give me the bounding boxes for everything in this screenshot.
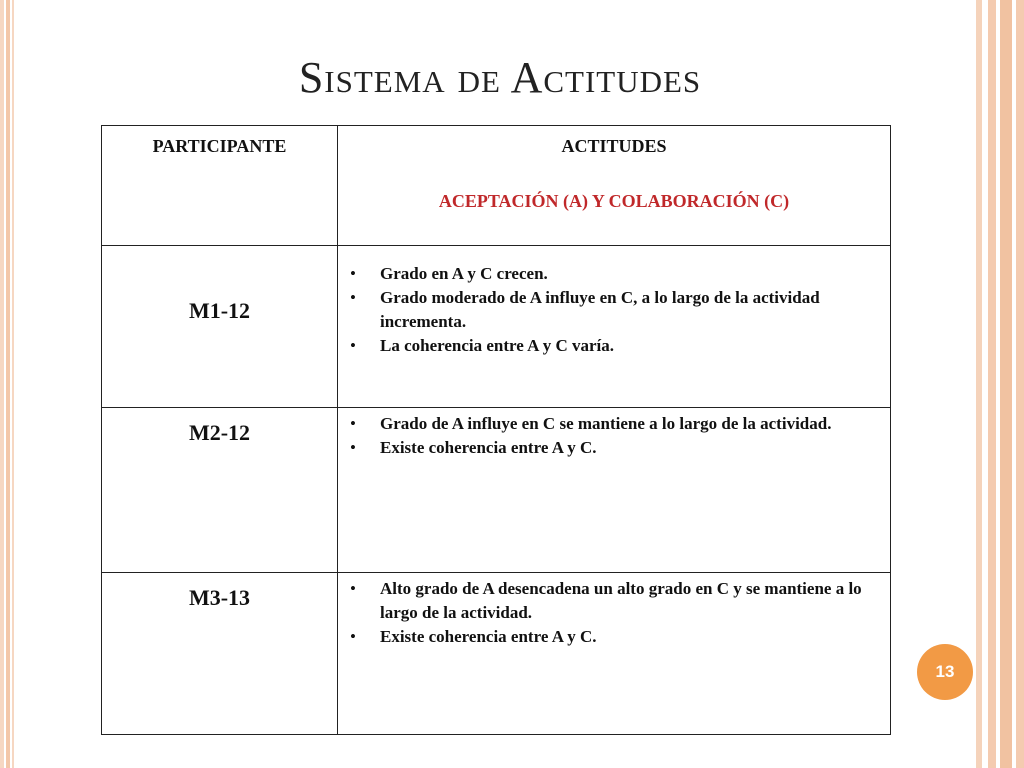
bullet-list bbox=[346, 262, 878, 358]
participant-id: M1-12 bbox=[188, 298, 251, 323]
attitudes-cell bbox=[338, 246, 891, 408]
page-number-badge bbox=[917, 644, 973, 700]
list-item: • Grado de A influye en C se mantiene a lo largo de la actividad. bbox=[380, 412, 878, 436]
bullet-list bbox=[346, 412, 878, 460]
participant-cell bbox=[102, 408, 338, 573]
left-decorative-border bbox=[0, 0, 14, 768]
table-row bbox=[102, 573, 891, 735]
list-item: • Existe coherencia entre A y C. bbox=[380, 436, 878, 460]
table-row bbox=[102, 246, 891, 408]
table-header-row bbox=[102, 126, 891, 246]
participant-column-header bbox=[102, 126, 338, 246]
participant-id: M2-12 bbox=[188, 420, 251, 445]
participant-id: M3-13 bbox=[188, 585, 251, 610]
attitudes-cell bbox=[338, 573, 891, 735]
participant-cell bbox=[102, 246, 338, 408]
attitudes-subheader: ACEPTACIÓN (A) Y COLABORACIÓN (C) bbox=[438, 191, 790, 211]
attitudes-table bbox=[101, 125, 891, 735]
participant-cell bbox=[102, 573, 338, 735]
list-item: • La coherencia entre A y C varía. bbox=[380, 334, 878, 358]
page-number: 13 bbox=[935, 662, 955, 681]
attitudes-header-label: ACTITUDES bbox=[561, 136, 667, 156]
attitudes-cell bbox=[338, 408, 891, 573]
list-item: • Alto grado de A desencadena un alto grado en C y se mantiene a lo largo de la actividad. bbox=[380, 577, 878, 625]
slide-title: Sistema de Actitudes bbox=[298, 53, 702, 102]
list-item: • Existe coherencia entre A y C. bbox=[380, 625, 878, 649]
participant-header-label: PARTICIPANTE bbox=[152, 136, 287, 156]
list-item: • Grado moderado de A influye en C, a lo largo de la actividad incrementa. bbox=[380, 286, 878, 334]
right-decorative-border bbox=[976, 0, 1024, 768]
list-item: • Grado en A y C crecen. bbox=[380, 262, 878, 286]
attitudes-column-header bbox=[338, 126, 891, 246]
bullet-list bbox=[346, 577, 878, 649]
table-row bbox=[102, 408, 891, 573]
